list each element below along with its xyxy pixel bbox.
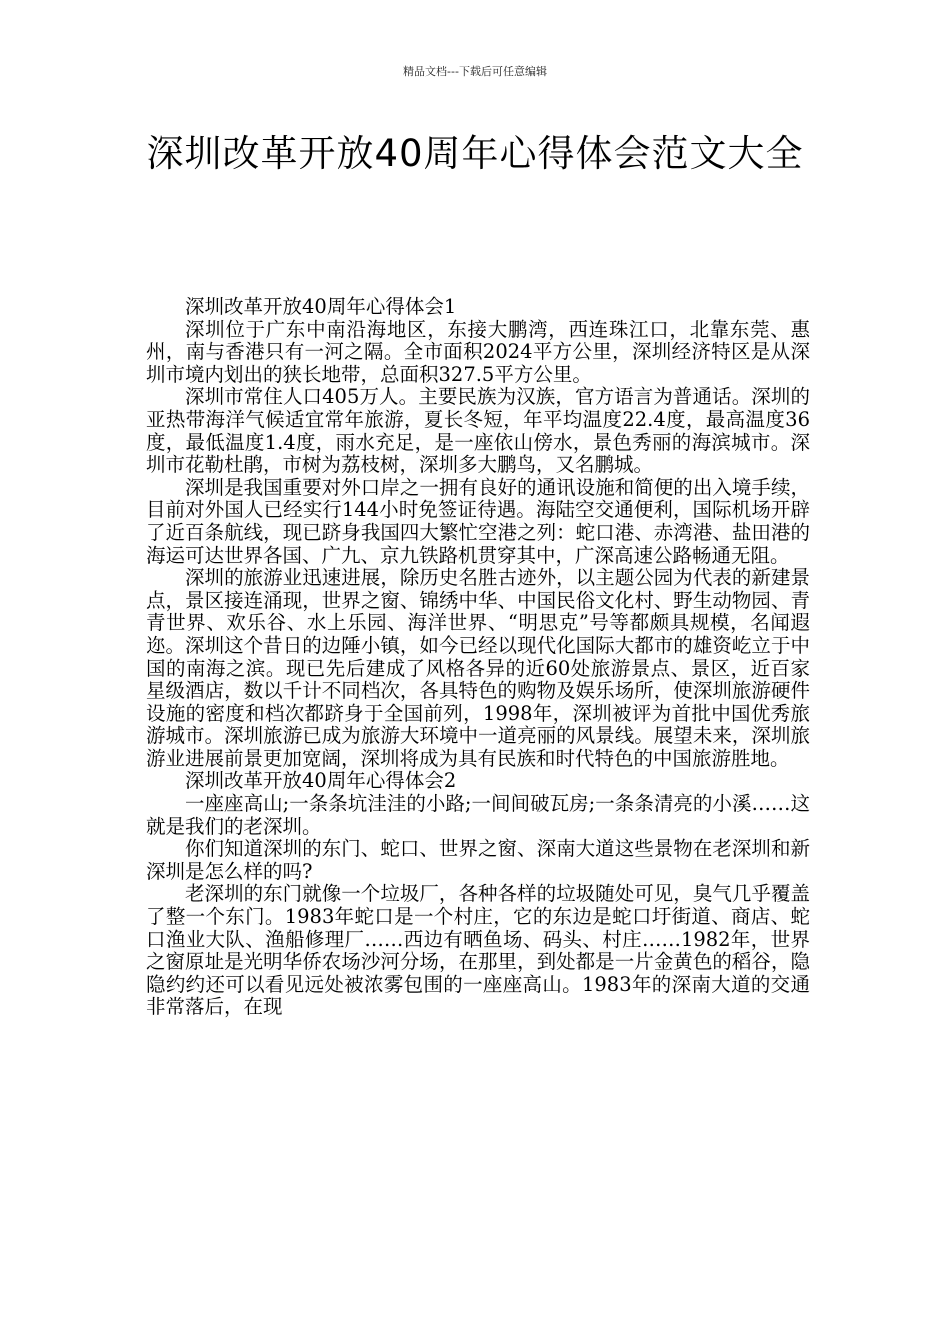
body-paragraph: 老深圳的东门就像一个垃圾厂，各种各样的垃圾随处可见，臭气几乎覆盖了整一个东门。1983年蛇口是一个村庄，它的东边是蛇口圩街道、商店、蛇口渔业大队、渔船修理厂……西边有晒鱼场、码头、村庄……1982年，世界之窗原址是光明华侨农场沙河分场，在那里，到处都是一片金黄色的稻谷，隐隐约约还可以看见远处被浓雾包围的一座座高山。1983年的深南大道的交通非常落后，在现 bbox=[146, 882, 810, 1019]
document-body bbox=[146, 296, 810, 1019]
document-title: 深圳改革开放40周年心得体会范文大全 bbox=[146, 132, 804, 175]
body-paragraph: 深圳是我国重要对外口岸之一拥有良好的通讯设施和简便的出入境手续，目前对外国人已经实行144小时免签证待遇。海陆空交通便利，国际机场开辟了近百条航线，现已跻身我国四大繁忙空港之列：蛇口港、赤湾港、盐田港的海运可达世界各国、广九、京九铁路机贯穿其中，广深高速公路畅通无阻。 bbox=[146, 475, 810, 567]
page-header-note: 精品文档---下载后可任意编辑 bbox=[403, 65, 547, 78]
body-paragraph: 深圳的旅游业迅速进展，除历史名胜古迹外，以主题公园为代表的新建景点，景区接连涌现，世界之窗、锦绣中华、中国民俗文化村、野生动物园、青青世界、欢乐谷、水上乐园、海洋世界、“明思克”号等都颇具规模，名闻遐迩。深圳这个昔日的边陲小镇，如今已经以现代化国际大都市的雄资屹立于中国的南海之滨。现已先后建成了风格各异的近60处旅游景点、景区，近百家星级酒店，数以千计不同档次，各具特色的购物及娱乐场所，使深圳旅游硬件设施的密度和档次都跻身于全国前列，1998年，深圳被评为首批中国优秀旅游城市。深圳旅游已成为旅游大环境中一道亮丽的风景线。展望未来，深圳旅游业进展前景更加宽阔，深圳将成为具有民族和时代特色的中国旅游胜地。 bbox=[146, 566, 810, 770]
body-paragraph: 深圳位于广东中南沿海地区，东接大鹏湾，西连珠江口，北靠东莞、惠州，南与香港只有一河之隔。全市面积2024平方公里，深圳经济特区是从深圳市境内划出的狭长地带，总面积327.5平方公里。 bbox=[146, 317, 810, 386]
body-paragraph: 你们知道深圳的东门、蛇口、世界之窗、深南大道这些景物在老深圳和新深圳是怎么样的吗? bbox=[146, 837, 810, 883]
body-paragraph: 深圳市常住人口405万人。主要民族为汉族，官方语言为普通话。深圳的亚热带海洋气候适宜常年旅游，夏长冬短，年平均温度22.4度，最高温度36度，最低温度1.4度，雨水充足，是一座依山傍水，景色秀丽的海滨城市。深圳市花勒杜鹃，市树为荔枝树，深圳多大鹏鸟，又名鹏城。 bbox=[146, 385, 810, 477]
body-paragraph: 一座座高山;一条条坑洼洼的小路;一间间破瓦房;一条条清亮的小溪……这就是我们的老深圳。 bbox=[146, 792, 810, 838]
section-heading-2: 深圳改革开放40周年心得体会2 bbox=[185, 769, 457, 793]
section-heading-1: 深圳改革开放40周年心得体会1 bbox=[185, 295, 457, 318]
